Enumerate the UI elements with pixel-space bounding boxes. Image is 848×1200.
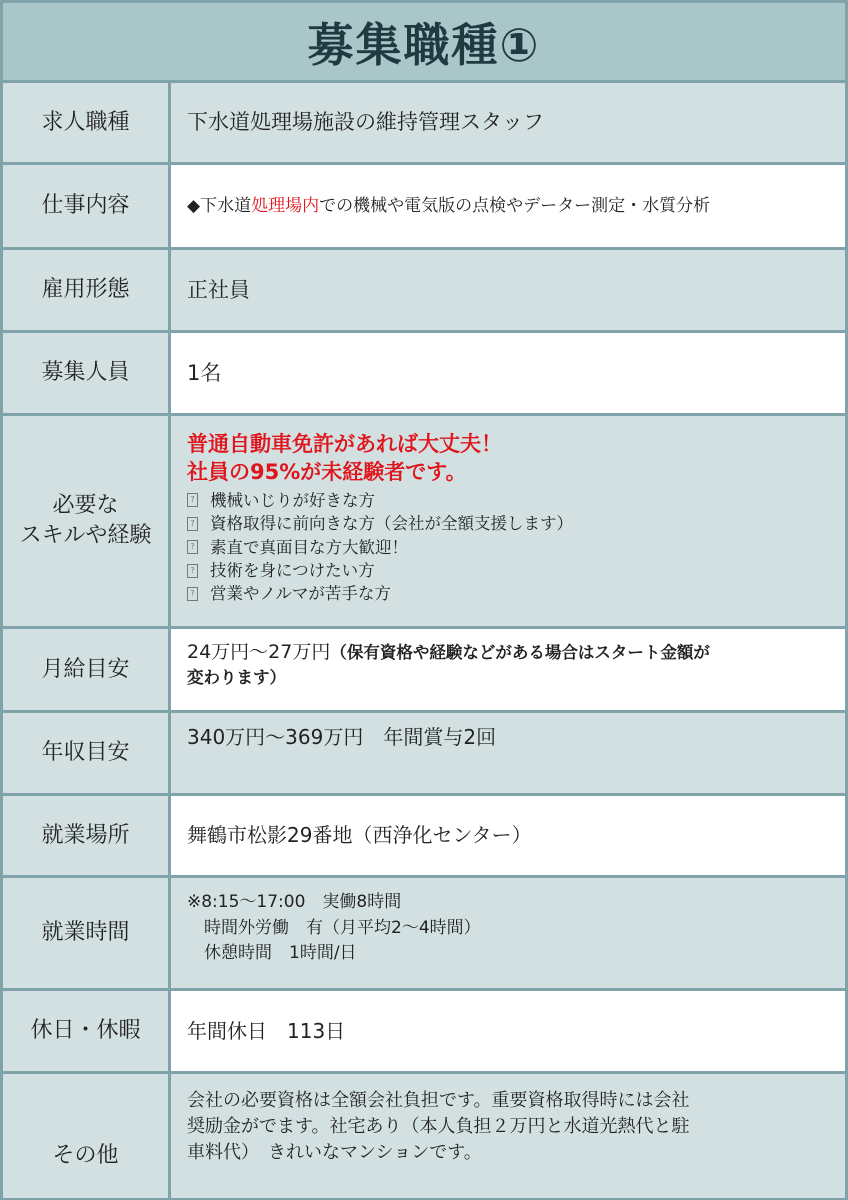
skills-headline-1: 普通自動車免許があれば大丈夫！	[187, 432, 502, 456]
list-item-text: 営業やノルマが苦手な方	[210, 584, 391, 604]
list-item	[187, 512, 831, 535]
hours-line3: 休憩時間 1時間/日	[187, 943, 357, 963]
row-annual	[3, 713, 845, 796]
bullet-icon: ?	[187, 493, 198, 507]
skills-value	[171, 416, 845, 626]
monthly-value: 24万円〜27万円	[187, 641, 331, 663]
work-suffix: での機械や電気版の点検やデーター測定・水質分析	[319, 195, 711, 216]
row-skills	[3, 416, 845, 629]
row-other	[3, 1074, 845, 1198]
hours-line1: ※8:15〜17:00 実働8時間	[187, 892, 402, 912]
list-item-text: 機械いじりが好きな方	[210, 490, 375, 510]
work-prefix: ◆下水道	[187, 195, 252, 216]
row-monthly	[3, 629, 845, 713]
other-line1: 会社の必要資格は全額会社負担です。重要資格取得時には会社	[187, 1090, 690, 1111]
row-location	[3, 796, 845, 878]
monthly-label: 月給目安	[3, 629, 171, 710]
annual-label: 年収目安	[3, 713, 171, 793]
list-item	[187, 536, 831, 559]
skills-label-line2: スキルや経験	[19, 523, 152, 548]
row-headcount	[3, 333, 845, 416]
row-job-type	[3, 83, 845, 165]
location-label: 就業場所	[3, 796, 171, 875]
row-work	[3, 165, 845, 250]
location-value: 舞鶴市松影29番地（西浄化センター）	[171, 796, 845, 875]
work-label: 仕事内容	[3, 165, 171, 247]
row-hours	[3, 878, 845, 991]
list-item-text: 素直で真面目な方大歓迎！	[210, 537, 408, 557]
employment-value: 正社員	[171, 250, 845, 330]
other-value	[171, 1074, 845, 1198]
page-title: 募集職種①	[3, 3, 845, 83]
hours-value	[171, 878, 845, 988]
work-value	[171, 165, 845, 247]
monthly-value-block	[171, 629, 845, 710]
holidays-value: 年間休日 113日	[171, 991, 845, 1071]
hours-label: 就業時間	[3, 878, 171, 988]
monthly-note-line2: 変わります）	[187, 667, 286, 687]
job-type-label: 求人職種	[3, 83, 171, 162]
other-line2: 奨励金がでます。社宅あり（本人負担２万円と水道光熱代と駐	[187, 1116, 690, 1138]
row-holidays	[3, 991, 845, 1074]
headcount-label: 募集人員	[3, 333, 171, 413]
list-item	[187, 559, 831, 582]
holidays-label: 休日・休暇	[3, 991, 171, 1071]
work-highlight: 処理場内	[251, 195, 320, 216]
skills-headline-2: 社員の95%が未経験者です。	[187, 460, 467, 485]
skills-label	[3, 416, 171, 626]
job-type-value: 下水道処理場施設の維持管理スタッフ	[171, 83, 845, 162]
list-item-text: 技術を身につけたい方	[210, 560, 375, 580]
headcount-value: 1名	[171, 333, 845, 413]
list-item	[187, 582, 831, 605]
annual-value: 340万円〜369万円 年間賞与2回	[171, 713, 845, 793]
skills-label-line1: 必要な	[52, 493, 119, 519]
bullet-icon: ?	[187, 540, 198, 554]
bullet-icon: ?	[187, 517, 198, 531]
hours-line2: 時間外労働 有（月平均2〜4時間）	[187, 917, 481, 938]
row-employment	[3, 250, 845, 333]
list-item-text: 資格取得に前向きな方（会社が全額支援します）	[210, 514, 573, 534]
other-label: その他	[3, 1074, 171, 1198]
list-item	[187, 489, 831, 512]
employment-label: 雇用形態	[3, 250, 171, 330]
monthly-note-line1: （保有資格や経験などがある場合はスタート金額が	[330, 643, 710, 662]
bullet-icon: ?	[187, 587, 198, 601]
bullet-icon: ?	[187, 564, 198, 578]
other-line3: 車料代） きれいなマンションです。	[187, 1142, 482, 1164]
